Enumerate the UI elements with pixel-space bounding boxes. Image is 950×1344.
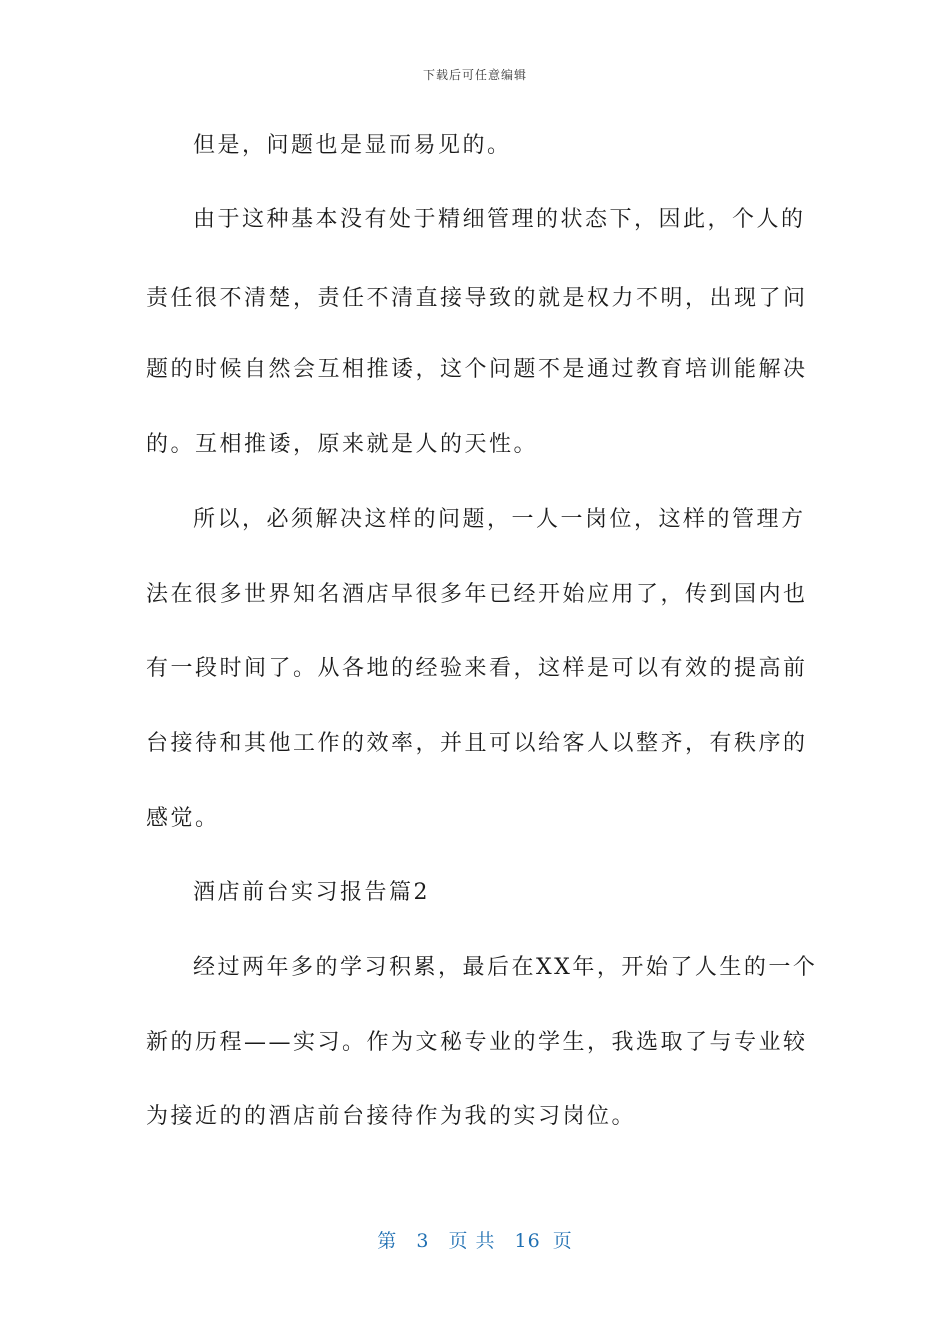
paragraph-2-line-1: 由于这种基本没有处于精细管理的状态下，因此，个人的	[193, 207, 806, 232]
paragraph-5-line-3: 为接近的的酒店前台接待作为我的实习岗位。	[146, 1104, 637, 1129]
page-footer	[0, 1226, 950, 1253]
footer-middle: 页 共	[448, 1230, 496, 1252]
footer-suffix: 页	[552, 1230, 573, 1252]
paragraph-3-line-5: 感觉。	[146, 806, 220, 831]
paragraph-3-line-3: 有一段时间了。从各地的经验来看，这样是可以有效的提高前	[146, 656, 808, 681]
paragraph-1-line-1: 但是，问题也是显而易见的。	[193, 133, 512, 158]
paragraph-2-line-2: 责任很不清楚，责任不清直接导致的就是权力不明，出现了问	[146, 286, 808, 311]
header-note: 下载后可任意编辑	[422, 68, 527, 82]
paragraph-2-line-4: 的。互相推诿，原来就是人的天性。	[146, 432, 539, 457]
footer-prefix: 第	[377, 1230, 398, 1252]
footer-total-pages: 16	[514, 1230, 541, 1252]
section-heading: 酒店前台实习报告篇2	[193, 880, 430, 905]
paragraph-2-line-3: 题的时候自然会互相推诿，这个问题不是通过教育培训能解决	[146, 357, 808, 382]
paragraph-3-line-2: 法在很多世界知名酒店早很多年已经开始应用了，传到国内也	[146, 582, 808, 607]
paragraph-5-line-1: 经过两年多的学习积累，最后在XX年，开始了人生的一个	[193, 955, 818, 980]
footer-current-page: 3	[416, 1230, 430, 1252]
paragraph-3-line-4: 台接待和其他工作的效率，并且可以给客人以整齐，有秩序的	[146, 731, 808, 756]
paragraph-3-line-1: 所以，必须解决这样的问题，一人一岗位，这样的管理方	[193, 507, 806, 532]
paragraph-5-line-2: 新的历程——实习。作为文秘专业的学生，我选取了与专业较	[146, 1030, 808, 1055]
